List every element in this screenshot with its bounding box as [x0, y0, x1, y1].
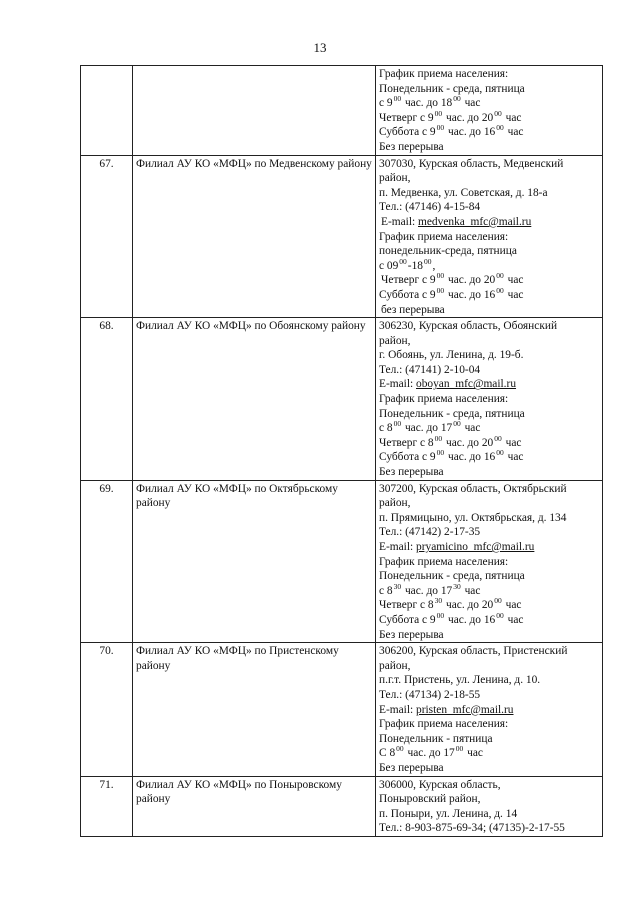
branch-info	[376, 155, 603, 318]
schedule-break: Без перерыва	[379, 466, 444, 479]
schedule-saturday-hours: Суббота с $9^{00}$ час. до $16^{00}$ час	[379, 123, 524, 139]
schedule-title: График приема населения:	[379, 230, 509, 243]
address-line: п. Прямицыно, ул. Октябрьская, д. 134	[379, 511, 567, 524]
address-line: п. Медвенка, ул. Советская, д. 18-а	[379, 186, 548, 199]
branch-name: Филиал АУ КО «МФЦ» по Октябрьскому району	[133, 480, 376, 643]
schedule-break: Без перерыва	[379, 140, 444, 153]
schedule-days: Понедельник - среда, пятница	[379, 82, 525, 95]
address-line: 306000, Курская область,	[379, 778, 501, 791]
email-line: E-mail: medvenka_mfc@mail.ru	[381, 215, 532, 228]
email-line: E-mail: pryamicino_mfc@mail.ru	[379, 541, 535, 553]
row-number: 70.	[81, 643, 133, 776]
schedule-days: Понедельник - пятница	[379, 732, 493, 745]
row-number: 71.	[81, 776, 133, 836]
branch-info	[376, 776, 603, 836]
schedule-thursday-hours: Четверг с $9^{00}$ час. до $20^{00}$ час	[381, 271, 524, 287]
address-line: г. Обоянь, ул. Ленина, д. 19-б.	[379, 349, 524, 362]
branch-table	[80, 65, 603, 837]
schedule-weekday-hours: С $8^{00}$ час. до $17^{00}$ час	[379, 744, 483, 760]
schedule-weekday-hours: с $8^{00}$ час. до $17^{00}$ час	[379, 419, 481, 435]
branch-name: Филиал АУ КО «МФЦ» по Обоянскому району	[133, 318, 376, 481]
address-line: Поныровский район,	[379, 793, 481, 806]
table-row	[81, 318, 603, 481]
address-line: 306200, Курская область, Пристенский	[379, 645, 568, 658]
email-link[interactable]: medvenka_mfc@mail.ru	[418, 215, 532, 228]
schedule-title: График приема населения:	[379, 68, 509, 80]
schedule-days: понедельник-среда, пятница	[379, 245, 517, 258]
schedule-weekday-hours: с $8^{30}$ час. до $17^{30}$ час	[379, 581, 481, 597]
address-line: 306230, Курская область, Обоянский	[379, 320, 558, 333]
row-number: 67.	[81, 155, 133, 318]
schedule-thursday-hours: Четверг с $8^{30}$ час. до $20^{00}$ час	[379, 596, 522, 612]
schedule-saturday-hours: Суббота с $9^{00}$ час. до $16^{00}$ час	[379, 285, 524, 301]
branch-name	[133, 66, 376, 156]
branch-info	[376, 318, 603, 481]
schedule-saturday-hours: Суббота с $9^{00}$ час. до $16^{00}$ час	[379, 448, 524, 464]
branch-name: Филиал АУ КО «МФЦ» по Поныровскому району	[133, 776, 376, 836]
address-line: район,	[379, 659, 411, 672]
branch-name: Филиал АУ КО «МФЦ» по Пристенскому району	[133, 643, 376, 776]
page-number: 13	[313, 40, 327, 55]
row-number	[81, 66, 133, 156]
schedule-weekday-hours: с $9^{00}$ час. до $18^{00}$ час	[379, 94, 481, 110]
email-link[interactable]: oboyan_mfc@mail.ru	[416, 378, 517, 391]
table-row	[81, 776, 603, 836]
branch-name: Филиал АУ КО «МФЦ» по Медвенскому району	[133, 155, 376, 318]
phone: Тел.: (47134) 2-18-55	[379, 688, 481, 701]
schedule-title: График приема населения:	[379, 393, 509, 406]
email-link[interactable]: pristen_mfc@mail.ru	[416, 703, 514, 716]
phone: Тел.: (47141) 2-10-04	[379, 363, 481, 376]
address-line: 307030, Курская область, Медвенский	[379, 157, 564, 170]
address-line: п.г.т. Пристень, ул. Ленина, д. 10.	[379, 674, 541, 687]
table-row	[81, 155, 603, 318]
phone: Тел.: 8-903-875-69-34; (47135)-2-17-55	[379, 822, 565, 835]
schedule-break: Без перерыва	[379, 628, 444, 641]
schedule-thursday-hours: Четверг с $9^{00}$ час. до $20^{00}$ час	[379, 108, 522, 124]
schedule-title: График приема населения:	[379, 718, 509, 731]
row-number: 68.	[81, 318, 133, 481]
email-line: E-mail: pristen_mfc@mail.ru	[379, 703, 514, 716]
table-row	[81, 480, 603, 643]
table-row	[81, 66, 603, 156]
email-link[interactable]: pryamicino_mfc@mail.ru	[416, 541, 535, 553]
phone: Тел.: (47146) 4-15-84	[379, 201, 481, 214]
table-row	[81, 643, 603, 776]
schedule-saturday-hours: Суббота с $9^{00}$ час. до $16^{00}$ час	[379, 610, 524, 626]
phone: Тел.: (47142) 2-17-35	[379, 526, 481, 539]
schedule-thursday-hours: Четверг с $8^{00}$ час. до $20^{00}$ час	[379, 433, 522, 449]
address-line: район,	[379, 497, 411, 510]
branch-info	[376, 480, 603, 643]
branch-info	[376, 66, 603, 156]
email-line: E-mail: oboyan_mfc@mail.ru	[379, 378, 517, 391]
address-line: район,	[379, 334, 411, 347]
schedule-break: без перерыва	[381, 303, 445, 316]
schedule-days: Понедельник - среда, пятница	[379, 570, 525, 583]
schedule-break: Без перерыва	[379, 761, 444, 774]
schedule-weekday-hours: с $09^{00}-18^{00}$,	[379, 256, 436, 272]
schedule-title: График приема населения:	[379, 555, 509, 568]
schedule-days: Понедельник - среда, пятница	[379, 407, 525, 420]
address-line: п. Поныри, ул. Ленина, д. 14	[379, 807, 518, 820]
branch-info	[376, 643, 603, 776]
address-line: 307200, Курская область, Октябрьский	[379, 482, 567, 495]
address-line: район,	[379, 172, 411, 185]
row-number: 69.	[81, 480, 133, 643]
